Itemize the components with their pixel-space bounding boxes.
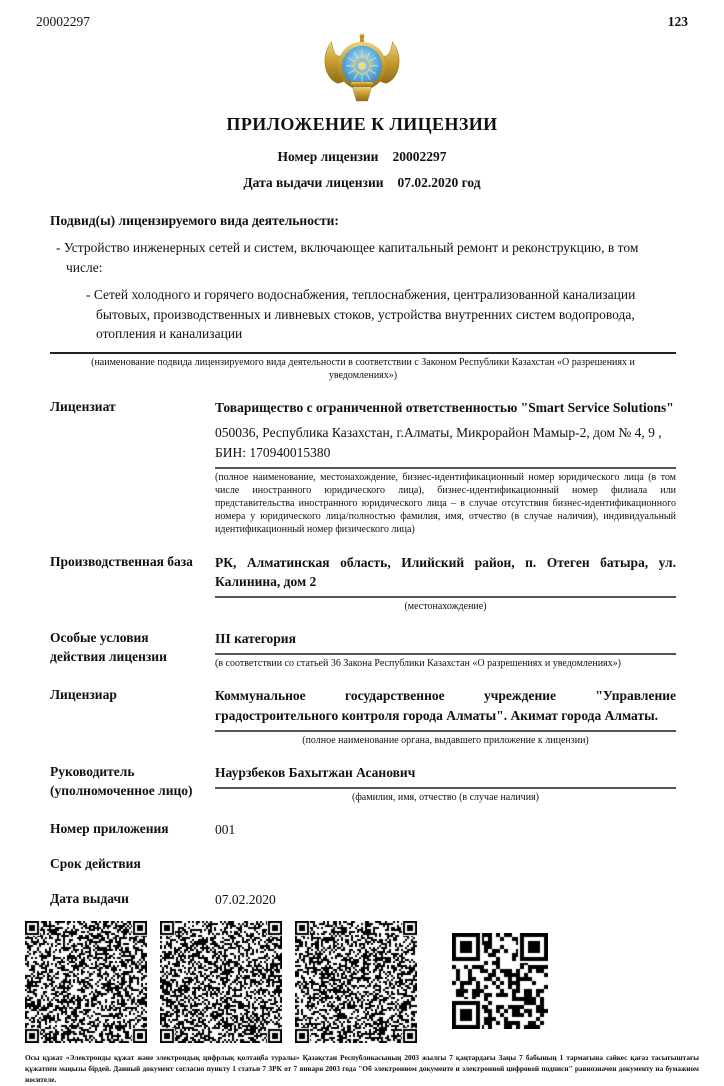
legal-footer-text: Осы құжат «Электронды құжат және электрондық цифрлық қолтаңба туралы» Қазақстан Республикасының 2003 жылғы 7 қаңтардағы Заңы 7 бабының 1 тармағына сәйкес қағаз тасығыштағы құжатпен маңызы бірдей. Данный документ согласно пункту 1 статьи 7 ЗРК от 7 января 2003 года "Об электронном документе и электронной цифровой подписи" равнозначен документу на бумажном носителе. xyxy=(25,1053,699,1085)
qr-code xyxy=(452,933,548,1029)
divider-line xyxy=(215,730,676,732)
field-row-licensee xyxy=(50,398,676,536)
head-caption: (фамилия, имя, отчество (в случае наличия) xyxy=(352,792,539,804)
license-issue-date-value: 07.02.2020 год xyxy=(397,175,481,190)
production-base-label: Производственная база xyxy=(50,553,193,569)
issue-date-value: 07.02.2020 xyxy=(215,892,276,908)
special-conditions-label: Особые условия действия лицензии xyxy=(50,630,167,664)
license-issue-date-line xyxy=(0,175,724,191)
field-row-issue-date xyxy=(50,890,676,909)
field-row-head xyxy=(50,763,676,804)
special-conditions-value: III категория xyxy=(215,631,296,647)
validity-period-label: Срок действия xyxy=(50,856,141,872)
emblem-container xyxy=(0,32,724,106)
signature-barcodes xyxy=(25,921,724,1043)
license-number-line xyxy=(0,149,724,165)
datamatrix-barcode-3 xyxy=(295,921,417,1043)
annex-number-label: Номер приложения xyxy=(50,821,169,837)
subtype-item-1: - Устройство инженерных сетей и систем, включающее капитальный ремонт и реконструкцию, в том числе: xyxy=(56,240,639,275)
page-number: 123 xyxy=(667,14,688,29)
special-conditions-caption: (в соответствии со статьей 36 Закона Республики Казахстан «О разрешениях и уведомлениях») xyxy=(215,658,621,670)
field-row-special-conditions xyxy=(50,629,676,670)
licensor-label: Лицензиар xyxy=(50,687,117,703)
issue-date-label: Дата выдачи xyxy=(50,891,129,907)
production-base-caption: (местонахождение) xyxy=(404,600,487,612)
head-value: Наурзбеков Бахытжан Асанович xyxy=(215,764,416,780)
kazakhstan-emblem-icon xyxy=(322,32,402,106)
licensee-label: Лицензиат xyxy=(50,399,116,415)
divider-line xyxy=(215,653,676,655)
divider-line xyxy=(50,352,676,354)
divider-line xyxy=(215,596,676,598)
divider-line xyxy=(215,467,676,469)
annex-number-value: 001 xyxy=(215,822,236,838)
license-number-label: Номер лицензии xyxy=(277,149,379,164)
licensor-value: Коммунальное государственное учреждение "Управление градостроительного контроля города Алматы". Акимат города Алматы. xyxy=(215,688,676,723)
licensee-name: Товарищество с ограниченной ответственностью "Smart Service Solutions" xyxy=(215,400,674,416)
document-title: ПРИЛОЖЕНИЕ К ЛИЦЕНЗИИ xyxy=(226,114,498,134)
subtype-heading: Подвид(ы) лицензируемого вида деятельности: xyxy=(50,213,339,228)
subtype-item-2: - Сетей холодного и горячего водоснабжения, теплоснабжения, централизованной канализации бытовых, производственных и ливневых стоков, устройства внутренних систем водопровода, отопления и канализации xyxy=(86,287,636,342)
page-header xyxy=(0,0,724,30)
divider-line xyxy=(215,787,676,789)
licensor-caption: (полное наименование органа, выдавшего приложение к лицензии) xyxy=(302,734,589,746)
field-row-production-base xyxy=(50,553,676,614)
field-row-validity-period xyxy=(50,855,676,874)
header-doc-number: 20002297 xyxy=(36,14,90,29)
head-label: Руководитель (уполномоченное лицо) xyxy=(50,763,193,798)
subtype-caption: (наименование подвида лицензируемого вида деятельности в соответствии с Законом Республики Казахстан «О разрешениях и уведомлениях») xyxy=(91,356,635,381)
field-row-annex-number xyxy=(50,820,676,839)
document-body xyxy=(0,213,724,909)
licensee-address: 050036, Республика Казахстан, г.Алматы, Микрорайон Мамыр-2, дом № 4, 9 , БИН: 170940015380 xyxy=(215,425,662,460)
licensee-caption: (полное наименование, местонахождение, бизнес-идентификационный номер юридического лица (в том числе иностранного юридического лица), бизнес-идентификационный номер филиала или представительства иностранного юридического лица – в случае отсутствия бизнес-идентификационного номера у юридического лица/полностью фамилия, имя, отчество (в случае наличия), индивидуальный идентификационный номер физического лица) xyxy=(215,471,676,536)
production-base-value: РК, Алматинская область, Илийский район, п. Отеген батыра, ул. Калинина, дом 2 xyxy=(215,554,676,589)
datamatrix-barcode-1 xyxy=(25,921,147,1043)
field-row-licensor xyxy=(50,686,676,747)
license-issue-date-label: Дата выдачи лицензии xyxy=(243,175,384,190)
datamatrix-barcode-2 xyxy=(160,921,282,1043)
license-number-value: 20002297 xyxy=(392,149,447,164)
